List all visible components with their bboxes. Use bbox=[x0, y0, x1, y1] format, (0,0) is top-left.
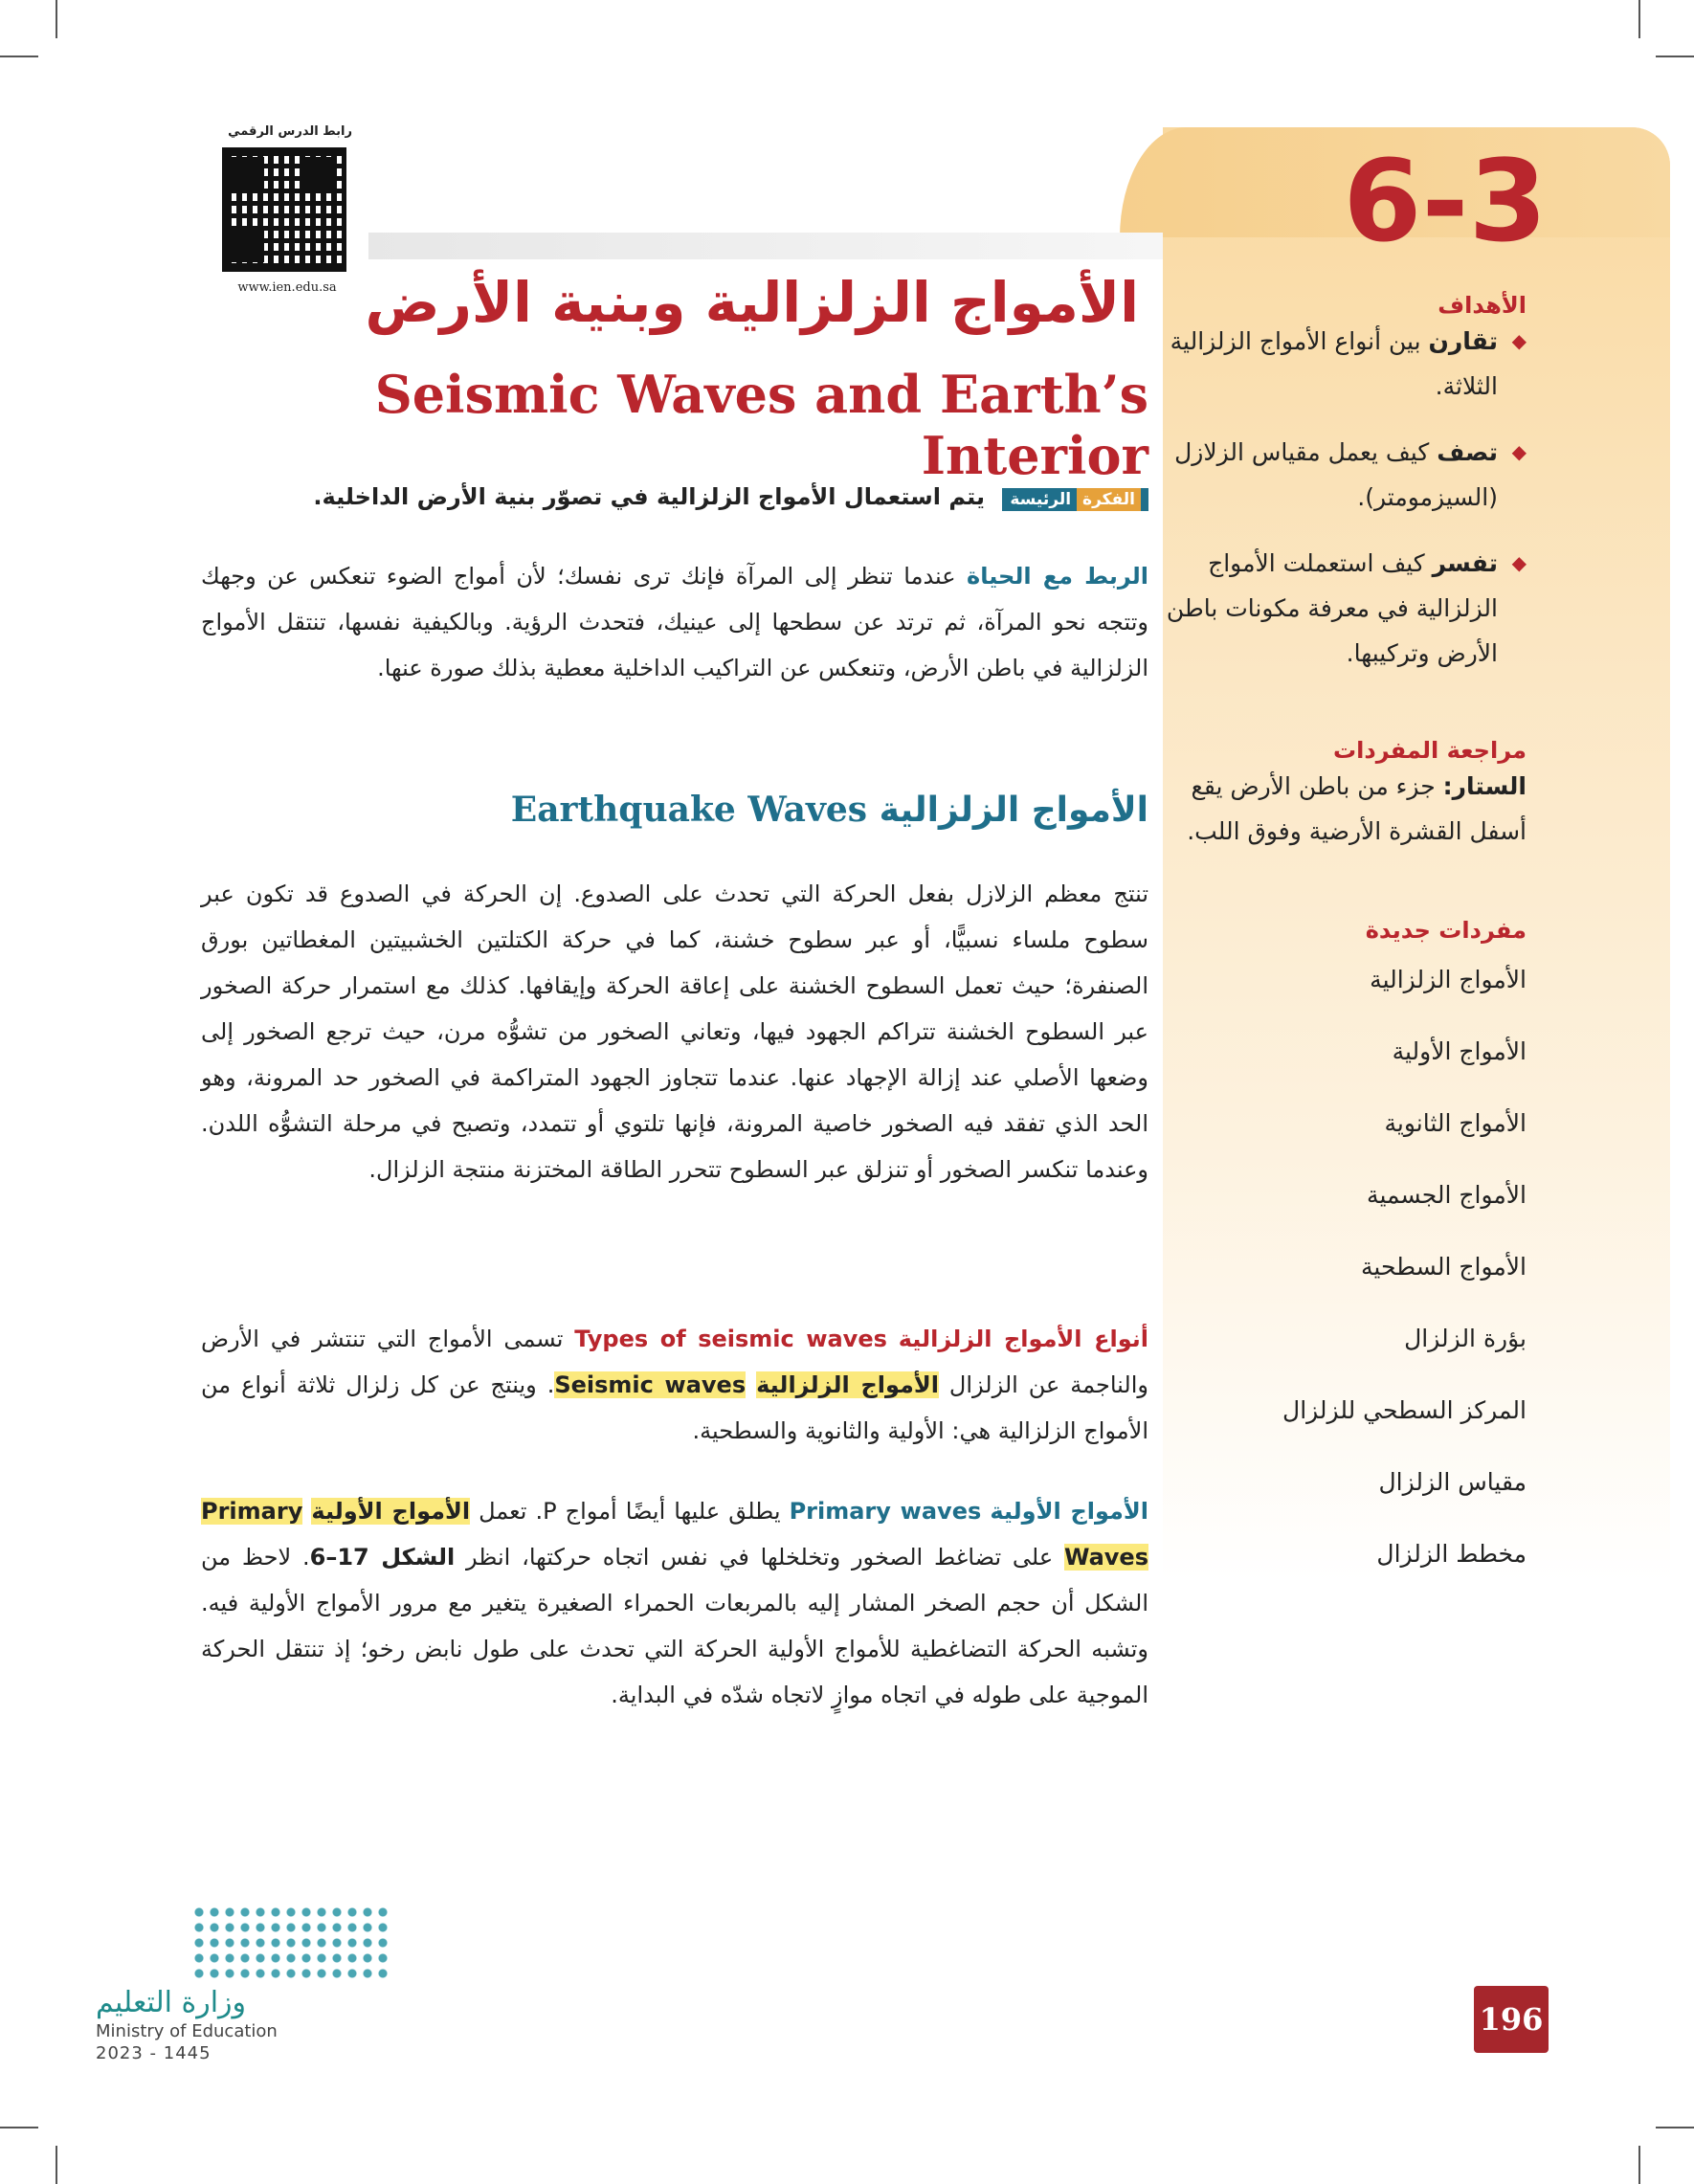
term-primary-waves-ar: الأمواج الأولية bbox=[311, 1498, 471, 1525]
objective-item bbox=[1163, 319, 1527, 409]
vocab-review-panel bbox=[1163, 737, 1527, 854]
term-primary-waves-en: Primary Waves bbox=[201, 1498, 1148, 1571]
vocab-item: الأمواج الثانوية bbox=[1384, 1109, 1527, 1137]
vocab-item: مقياس الزلزال bbox=[1378, 1468, 1527, 1496]
vocab-item: المركز السطحي للزلزال bbox=[1282, 1396, 1527, 1424]
types-text-1: تسمى الأمواج التي تنتشر في الأرض والناجمة عن الزلزال bbox=[201, 1326, 1148, 1398]
crop-mark bbox=[56, 0, 57, 38]
primary-lead-ar: الأمواج الأولية bbox=[990, 1498, 1148, 1525]
review-def: جزء من باطن الأرض يقع أسفل القشرة الأرضية وفوق اللب. bbox=[1187, 772, 1527, 845]
real-world-text: عندما تنظر إلى المرآة فإنك ترى نفسك؛ لأن أمواج الضوء تنعكس عن وجهك وتتجه نحو المرآة، ثم ترتد عن سطحها إلى عينيك، فتحدث الرؤية. وبالكيفية نفسها، تنتقل الأمواج الزلزالية في باطن الأرض، وتنعكس عن التراكيب الداخلية معطية بذلك صورة عنها. bbox=[201, 563, 1148, 681]
main-idea-text: يتم استعمال الأمواج الزلزالية في تصوّر بنية الأرض الداخلية. bbox=[313, 483, 985, 510]
lesson-number: 6-3 bbox=[1343, 135, 1548, 267]
crop-mark bbox=[56, 2146, 57, 2184]
objective-item bbox=[1163, 541, 1527, 676]
lesson-title-en: Seismic Waves and Earth’s Interior bbox=[374, 364, 1148, 486]
objective-verb: تصف bbox=[1437, 438, 1498, 466]
header-strip bbox=[368, 233, 1163, 259]
ministry-logo bbox=[96, 1905, 402, 2063]
review-term: الستار: bbox=[1442, 772, 1527, 800]
earthquake-waves-paragraph: تنتج معظم الزلازل بفعل الحركة التي تحدث على الصدوع. إن الحركة في الصدوع قد تكون عبر سطوح ملساء نسبيًّا، أو عبر سطوح خشنة، كما في حركة الكتلتين الخشبيتين المغطاتين بورق الصنفرة؛ حيث تعمل السطوح الخشنة على إعاقة الحركة وإيقافها. كذلك مع استمرار حركة الصخور عبر السطوح الخشنة تتراكم الجهود فيها، وتعاني الصخور من تشوُّه مرن، حيث ترجع الصخور إلى وضعها الأصلي عند إزالة الإجهاد عنها. عندما تتجاوز الجهود المتراكمة في الصخور حد المرونة، وهو الحد الذي تفقد فيه الصخور خاصية المرونة، فإنها تلتوي أو تتمدد، وتصبح في مرحلة التشوُّه اللدن. وعندما تنكسر الصخور أو تنزلق عبر السطوح تتحرر الطاقة المختزنة منتجة الزلزال. bbox=[201, 880, 1148, 1183]
objectives-heading: الأهداف bbox=[1438, 292, 1527, 319]
primary-text-2: على تضاغط الصخور وتخلخلها في نفس اتجاه حركتها، انظر bbox=[455, 1544, 1064, 1571]
qr-label: رابط الدرس الرقمي bbox=[228, 124, 352, 139]
vocab-item: الأمواج الأولية bbox=[1392, 1037, 1527, 1065]
vocab-item: الأمواج الزلزالية bbox=[1370, 966, 1527, 993]
new-vocab-heading: مفردات جديدة bbox=[1365, 917, 1527, 944]
term-seismic-waves-ar: الأمواج الزلزالية bbox=[756, 1371, 939, 1398]
objective-verb: تقارن bbox=[1428, 327, 1498, 355]
crop-mark bbox=[1638, 0, 1640, 38]
ministry-dots-icon bbox=[191, 1905, 392, 1981]
objective-text: بين أنواع الأمواج الزلزالية الثلاثة. bbox=[1170, 327, 1498, 400]
primary-text-3: . لاحظ من الشكل أن حجم الصخر المشار إليه بالمربعات الحمراء الصغيرة يتغير مع مرور الأمواج الأولية فيه. وتشبه الحركة التضاغطية للأمواج الأولية الحركة التي تحدث على طول نابض رخو؛ إذ تنتقل الحركة الموجية على طوله في اتجاه موازٍ لاتجاه شدّه في البداية. bbox=[201, 1544, 1148, 1708]
main-idea-tag: الفكرة bbox=[1077, 488, 1141, 511]
objectives-panel bbox=[1163, 292, 1527, 697]
figure-reference[interactable]: الشكل 17–6 bbox=[309, 1544, 456, 1571]
ministry-year: 2023 - 1445 bbox=[96, 2043, 212, 2063]
ministry-name-ar: وزارة التعليم bbox=[96, 1986, 247, 2019]
objective-text: كيف استعملت الأمواج الزلزالية في معرفة مكونات باطن الأرض وتركيبها. bbox=[1166, 549, 1498, 667]
crop-mark bbox=[0, 2127, 38, 2128]
crop-mark bbox=[1638, 2146, 1640, 2184]
real-world-lead: الربط مع الحياة bbox=[967, 563, 1148, 590]
main-idea-badge bbox=[1002, 488, 1148, 511]
lesson-title-ar: الأمواج الزلزالية وبنية الأرض bbox=[365, 270, 1139, 335]
qr-code-icon[interactable] bbox=[222, 147, 346, 272]
types-paragraph bbox=[201, 1316, 1148, 1454]
page-number: 196 bbox=[1474, 1986, 1549, 2053]
term-seismic-waves-en: Seismic waves bbox=[554, 1371, 747, 1398]
objective-verb: تفسر bbox=[1432, 549, 1498, 577]
types-text-2: . وينتج عن كل زلزال ثلاثة أنواع من الأمواج الزلزالية هي: الأولية والثانوية والسطحية. bbox=[201, 1371, 1148, 1444]
ministry-name-en: Ministry of Education bbox=[96, 2021, 278, 2041]
section-heading-ar: الأمواج الزلزالية bbox=[879, 791, 1148, 830]
vocab-item: مخطط الزلزال bbox=[1376, 1540, 1527, 1568]
review-heading: مراجعة المفردات bbox=[1333, 737, 1527, 764]
crop-mark bbox=[1656, 56, 1694, 57]
new-vocab-panel bbox=[1163, 917, 1527, 1590]
primary-text-1: يطلق عليها أيضًا أمواج P. تعمل bbox=[470, 1498, 790, 1525]
objective-item bbox=[1163, 430, 1527, 520]
types-lead-en: Types of seismic waves bbox=[574, 1326, 887, 1352]
section-heading-en: Earthquake Waves bbox=[510, 790, 868, 830]
section-heading bbox=[479, 790, 1148, 830]
qr-url[interactable]: www.ien.edu.sa bbox=[237, 280, 337, 295]
vocab-item: الأمواج السطحية bbox=[1361, 1253, 1527, 1281]
primary-waves-paragraph bbox=[201, 1488, 1148, 1718]
vocab-item: بؤرة الزلزال bbox=[1404, 1325, 1527, 1352]
main-idea bbox=[230, 483, 1148, 511]
primary-lead-en: Primary waves bbox=[789, 1498, 982, 1525]
crop-mark bbox=[0, 56, 38, 57]
review-definition bbox=[1163, 764, 1527, 854]
main-idea-tag-2: الرئيسة bbox=[1010, 490, 1072, 509]
vocab-item: الأمواج الجسمية bbox=[1367, 1181, 1527, 1209]
types-lead-ar: أنواع الأمواج الزلزالية bbox=[898, 1326, 1148, 1352]
real-world-paragraph bbox=[201, 553, 1148, 691]
objective-text: كيف يعمل مقياس الزلازل (السيزمومتر). bbox=[1174, 438, 1498, 511]
crop-mark bbox=[1656, 2127, 1694, 2128]
